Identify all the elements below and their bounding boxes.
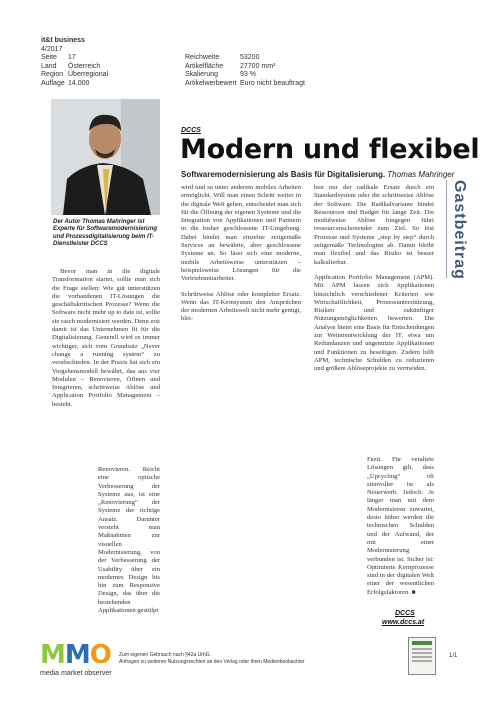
meta-key: Reichweite (185, 54, 220, 61)
paragraph-apm: Application Portfolio Management (APM). Mit APM lassen sich Applikationen hinsichtlich verschiedener Kriterien wie Wirtschaftlichkeit, Prozessunterstützung, Risiken und zukünftiger Nutzungsmöglichkeiten bewerten. Die Analyse bietet eine Basis für Entscheidungen zur Weiterentwicklung der IT, etwa um Redundanzen und ungenutzte Applikationen und Funktionen zu beseitigen. Zudem hilft APM, technische Schulden zu reduzieren und größere Ablöseprojekte zu vermeiden. (314, 273, 434, 373)
meta-row (185, 71, 305, 80)
footer-note-line-1: Zum eigenen Gebrauch nach §42a UrhG. (119, 652, 211, 658)
meta-key: Region (41, 71, 64, 78)
meta-value: Euro nicht beauftragt (240, 79, 305, 87)
meta-key: Artikelwerbewert (185, 79, 237, 87)
author-name: Thomas Mahringer (387, 170, 455, 179)
logo-name: media market observer (40, 670, 112, 677)
paragraph-renovieren: Renovieren. Reicht eine optische Verbesserung der Systeme aus, ist eine „Renovierung“ der Systeme der richtige Ansatz. Darunter versteht man Maßnahmen zur visuellen Modernisierung, von der Verbesserung der Usability über ein modernes Design bis hin zum Responsive Design, das über die bestehenden Applikationen gestülpt (98, 466, 160, 615)
headline: Modern und flexibel (180, 134, 480, 165)
meta-value: 17 (68, 54, 76, 61)
paragraph: Bevor man in die digitale Transformation startet, sollte man sich die Frage stellen: Wie gut unterstützen die vorhandenen IT-Lösungen die geschäftskritischen Prozesse? Wenn die Software nicht mehr up to date ist, sollte sie rasch modernisiert werden. Denn erst damit ist das Unternehmen fit für die Digitalisierung. Generell wird es immer wichtiger, sich vom Grundsatz „Never change a running system“ zu verabschieden. In der Praxis hat sich ein Vorgehensmodell bewährt, das aus vier Modulen – Renovieren, Öffnen und Integrieren, schrittweise Ablöse und Application Portfolio Management – besteht. (52, 268, 160, 408)
paragraph: wird und so unter anderem mobiles Arbeiten ermöglicht. Will man einen Schritt weiter in die digitale Welt gehen, entscheidet man sich für die Öffnung der eigenen Systeme und die Integration von Applikationen und Partnern in die bisher geschlossene IT-Umgebung. Dabei bindet man einzelne zeitgemäße Services an bewährte, aber geschlossene Systeme an. So lässt sich eine moderne, mobile Arbeitsweise unterstützen – beispielsweise Lösungen für die Vertriebsmitarbeiter. (181, 184, 301, 283)
paragraph: ben nur der radikale Ersatz durch ein Standardsystem oder die schrittweise Ablöse der Software. Die Radikalvariante bindet Ressourcen und Budget für lange Zeit. Die modulweise Ablöse hingegen führt ressourcenschonender zum Ziel. So löst Prozesse und Systeme „step by step“ durch zeitgemäße Technologien ab. Damit bleibt man flexibel und das Risiko ist besser kalkulierbar. (314, 184, 434, 266)
meta-block (41, 37, 108, 88)
meta-row (41, 63, 108, 72)
meta-row (41, 54, 108, 63)
meta-key: Land (41, 62, 57, 70)
meta-row (41, 71, 108, 80)
footer-note-line-2: Anfragen zu weiteren Nutzungsrechten an den Verlag oder Ihren Medienbeobachter (119, 658, 305, 665)
column-3 (314, 184, 434, 381)
column-1-lower (98, 466, 160, 622)
meta-row (41, 80, 108, 89)
page-number: 1/1 (449, 653, 458, 659)
meta-key: Artikelfläche (185, 62, 224, 70)
meta-value: Überregional (68, 71, 109, 78)
side-label-box (446, 180, 469, 278)
publication-name: it&t business (41, 37, 85, 44)
page-thumbnail-icon (408, 637, 436, 675)
meta-key: Seite (41, 54, 57, 61)
subline-text: Softwaremodernisierung als Basis für Digitalisierung. (181, 170, 386, 179)
photo-caption: Der Autor Thomas Mahringer ist Experte für Softwaremodernisierung und Prozessdigitalisierung beim IT-Dienstleister DCCS (53, 219, 158, 248)
meta-value: 53200 (240, 54, 260, 61)
column-3-lower (367, 456, 434, 604)
meta-key: Skalierung (185, 71, 219, 78)
column-1 (52, 268, 160, 416)
brand-top: DCCS (181, 127, 201, 134)
logo-letters: MMO (40, 640, 111, 670)
side-label: Gastbeitrag (451, 180, 468, 280)
paragraph-abloese: Schrittweise Ablöse oder kompletter Ersatz. Wenn das IT-Kernsystem den Ansprüchen der modernen Arbeitswelt nicht mehr genügt, blei- (181, 290, 301, 323)
meta-row (185, 80, 305, 89)
footer-note (119, 652, 305, 665)
meta-left (41, 54, 108, 88)
author-photo (51, 99, 160, 215)
meta-value: 27700 mm² (240, 62, 276, 70)
meta-value: 14.000 (68, 79, 90, 87)
subline (181, 170, 454, 179)
issue: 4/2017 (41, 45, 63, 53)
column-2 (181, 184, 301, 331)
paragraph-fazit: Fazit. Für veraltete Lösungen gilt, dass „Upcycling“ oft sinnvoller ist als Neuerwerb. Jedoch: Je länger man mit dem Modernisieren zuwartet, desto höher werden die technischen Schulden und der Aufwand, der mit einer Modernisierung verbunden ist. Sicher ist: Optimierte Kernprozesse sind in der digitalen Welt einer der wesentlichen Erfolgsfaktoren. ■ (367, 456, 434, 596)
meta-value: Österreich (68, 62, 101, 70)
meta-key: Auflage (41, 79, 65, 87)
meta-right (185, 54, 305, 88)
meta-row (185, 63, 305, 72)
meta-row (185, 54, 305, 63)
brand-bottom: DCCS (395, 610, 415, 617)
mmo-logo (40, 640, 112, 690)
brand-url[interactable]: www.dccs.at (382, 619, 425, 626)
meta-value: 93 % (240, 71, 256, 78)
